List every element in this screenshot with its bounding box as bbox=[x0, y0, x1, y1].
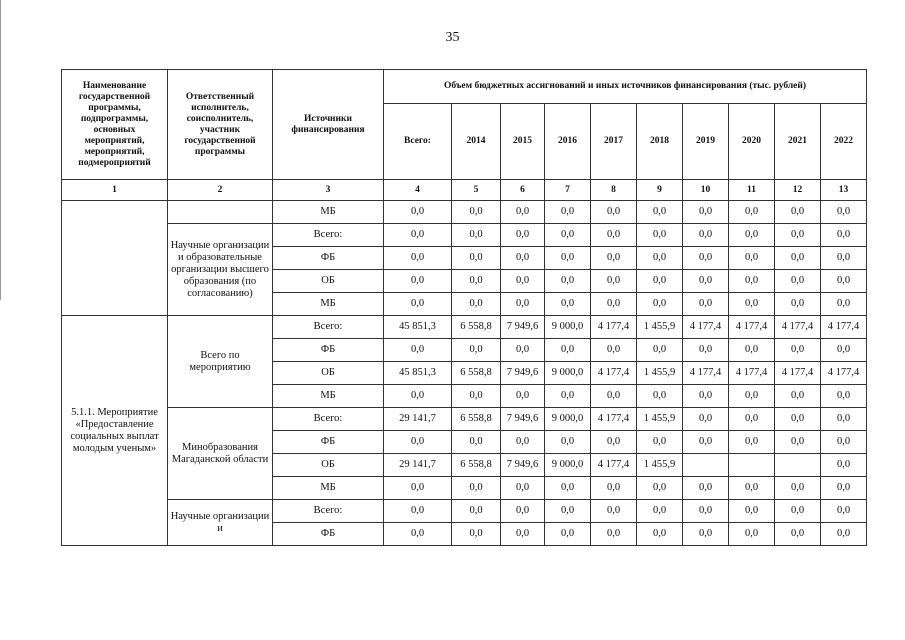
value-cell: 0,0 bbox=[637, 339, 683, 362]
value-cell: 0,0 bbox=[384, 500, 452, 523]
value-cell: 0,0 bbox=[729, 408, 775, 431]
header-year: 2020 bbox=[729, 104, 775, 180]
page-number: 35 bbox=[445, 30, 460, 45]
header-year: 2022 bbox=[821, 104, 867, 180]
value-cell: 0,0 bbox=[637, 500, 683, 523]
value-cell: 0,0 bbox=[591, 523, 637, 546]
header-program: Наименование государственной программы, подпрограммы, основных мероприятий, мероприятий, подмероприятий bbox=[62, 70, 168, 180]
header-year: 2014 bbox=[452, 104, 501, 180]
value-cell: 9 000,0 bbox=[545, 454, 591, 477]
header-total: Всего: bbox=[384, 104, 452, 180]
value-cell: 7 949,6 bbox=[501, 454, 545, 477]
value-cell: 0,0 bbox=[637, 477, 683, 500]
header-source: Источники финансирования bbox=[273, 70, 384, 180]
source-cell: ОБ bbox=[273, 362, 384, 385]
value-cell: 0,0 bbox=[452, 523, 501, 546]
value-cell: 7 949,6 bbox=[501, 316, 545, 339]
value-cell: 6 558,8 bbox=[452, 454, 501, 477]
value-cell: 0,0 bbox=[384, 339, 452, 362]
source-cell: ФБ bbox=[273, 523, 384, 546]
source-cell: ФБ bbox=[273, 247, 384, 270]
value-cell: 0,0 bbox=[775, 431, 821, 454]
value-cell: 0,0 bbox=[501, 477, 545, 500]
value-cell: 0,0 bbox=[452, 431, 501, 454]
header-year: 2021 bbox=[775, 104, 821, 180]
value-cell: 0,0 bbox=[683, 431, 729, 454]
value-cell: 0,0 bbox=[683, 293, 729, 316]
value-cell: 0,0 bbox=[384, 270, 452, 293]
header-year: 2017 bbox=[591, 104, 637, 180]
value-cell: 1 455,9 bbox=[637, 316, 683, 339]
value-cell: 0,0 bbox=[384, 385, 452, 408]
value-cell: 7 949,6 bbox=[501, 362, 545, 385]
column-number: 3 bbox=[273, 180, 384, 201]
value-cell: 0,0 bbox=[501, 224, 545, 247]
table-row bbox=[62, 224, 867, 247]
program-cell-empty bbox=[62, 201, 168, 316]
value-cell: 0,0 bbox=[545, 339, 591, 362]
value-cell: 4 177,4 bbox=[683, 316, 729, 339]
value-cell: 0,0 bbox=[452, 270, 501, 293]
value-cell: 0,0 bbox=[729, 523, 775, 546]
column-number-row bbox=[62, 180, 867, 201]
value-cell: 0,0 bbox=[591, 247, 637, 270]
source-cell: Всего: bbox=[273, 500, 384, 523]
value-cell bbox=[775, 454, 821, 477]
column-number: 13 bbox=[821, 180, 867, 201]
value-cell: 0,0 bbox=[821, 408, 867, 431]
value-cell: 0,0 bbox=[683, 270, 729, 293]
value-cell bbox=[729, 454, 775, 477]
value-cell: 0,0 bbox=[821, 339, 867, 362]
value-cell: 0,0 bbox=[452, 293, 501, 316]
source-cell: ФБ bbox=[273, 431, 384, 454]
value-cell: 9 000,0 bbox=[545, 316, 591, 339]
value-cell: 0,0 bbox=[545, 293, 591, 316]
value-cell: 4 177,4 bbox=[821, 316, 867, 339]
value-cell: 0,0 bbox=[729, 293, 775, 316]
value-cell: 0,0 bbox=[545, 431, 591, 454]
value-cell: 0,0 bbox=[775, 500, 821, 523]
value-cell: 9 000,0 bbox=[545, 362, 591, 385]
column-number: 7 bbox=[545, 180, 591, 201]
value-cell: 0,0 bbox=[683, 385, 729, 408]
value-cell: 0,0 bbox=[452, 201, 501, 224]
value-cell: 4 177,4 bbox=[591, 362, 637, 385]
source-cell: МБ bbox=[273, 293, 384, 316]
header-year: 2019 bbox=[683, 104, 729, 180]
value-cell: 0,0 bbox=[775, 408, 821, 431]
value-cell: 0,0 bbox=[384, 293, 452, 316]
value-cell: 0,0 bbox=[384, 477, 452, 500]
value-cell: 0,0 bbox=[591, 224, 637, 247]
value-cell: 0,0 bbox=[591, 385, 637, 408]
value-cell: 0,0 bbox=[501, 247, 545, 270]
source-cell: ОБ bbox=[273, 454, 384, 477]
value-cell: 0,0 bbox=[452, 385, 501, 408]
value-cell: 0,0 bbox=[683, 224, 729, 247]
value-cell: 0,0 bbox=[775, 270, 821, 293]
value-cell: 0,0 bbox=[637, 293, 683, 316]
value-cell: 0,0 bbox=[821, 500, 867, 523]
value-cell: 4 177,4 bbox=[729, 362, 775, 385]
value-cell: 0,0 bbox=[821, 293, 867, 316]
executor-cell-empty bbox=[168, 201, 273, 224]
value-cell: 0,0 bbox=[591, 270, 637, 293]
source-cell: МБ bbox=[273, 201, 384, 224]
value-cell: 0,0 bbox=[683, 408, 729, 431]
value-cell: 0,0 bbox=[501, 385, 545, 408]
value-cell: 0,0 bbox=[775, 523, 821, 546]
value-cell: 0,0 bbox=[683, 477, 729, 500]
value-cell: 0,0 bbox=[821, 454, 867, 477]
value-cell: 0,0 bbox=[683, 500, 729, 523]
value-cell: 0,0 bbox=[775, 477, 821, 500]
value-cell: 0,0 bbox=[545, 224, 591, 247]
executor-cell: Минобразования Магаданской области bbox=[168, 408, 273, 500]
value-cell: 0,0 bbox=[545, 247, 591, 270]
value-cell: 9 000,0 bbox=[545, 408, 591, 431]
value-cell: 0,0 bbox=[591, 477, 637, 500]
value-cell: 0,0 bbox=[729, 385, 775, 408]
value-cell: 0,0 bbox=[821, 270, 867, 293]
source-cell: Всего: bbox=[273, 408, 384, 431]
value-cell: 0,0 bbox=[637, 247, 683, 270]
financing-table bbox=[61, 69, 867, 546]
value-cell: 0,0 bbox=[637, 201, 683, 224]
value-cell: 0,0 bbox=[501, 270, 545, 293]
value-cell: 0,0 bbox=[452, 339, 501, 362]
header-executor: Ответственный исполнитель, соисполнитель, участник государственной программы bbox=[168, 70, 273, 180]
table-row bbox=[62, 500, 867, 523]
value-cell: 29 141,7 bbox=[384, 408, 452, 431]
value-cell: 0,0 bbox=[591, 500, 637, 523]
column-number: 10 bbox=[683, 180, 729, 201]
value-cell: 1 455,9 bbox=[637, 362, 683, 385]
source-cell: ФБ bbox=[273, 339, 384, 362]
value-cell: 0,0 bbox=[501, 500, 545, 523]
value-cell: 0,0 bbox=[545, 201, 591, 224]
value-cell: 0,0 bbox=[591, 201, 637, 224]
value-cell: 0,0 bbox=[637, 523, 683, 546]
value-cell: 0,0 bbox=[545, 523, 591, 546]
value-cell: 0,0 bbox=[775, 339, 821, 362]
value-cell: 0,0 bbox=[683, 201, 729, 224]
value-cell: 0,0 bbox=[683, 247, 729, 270]
value-cell: 0,0 bbox=[384, 224, 452, 247]
value-cell: 0,0 bbox=[775, 385, 821, 408]
header-year: 2018 bbox=[637, 104, 683, 180]
value-cell: 0,0 bbox=[637, 224, 683, 247]
executor-cell: Научные организации и bbox=[168, 500, 273, 546]
value-cell: 4 177,4 bbox=[591, 408, 637, 431]
value-cell: 0,0 bbox=[452, 247, 501, 270]
value-cell: 0,0 bbox=[452, 224, 501, 247]
value-cell: 0,0 bbox=[729, 201, 775, 224]
source-cell: ОБ bbox=[273, 270, 384, 293]
value-cell bbox=[683, 454, 729, 477]
value-cell: 0,0 bbox=[591, 293, 637, 316]
value-cell: 4 177,4 bbox=[775, 362, 821, 385]
value-cell: 0,0 bbox=[384, 247, 452, 270]
value-cell: 0,0 bbox=[545, 385, 591, 408]
value-cell: 0,0 bbox=[729, 431, 775, 454]
value-cell: 4 177,4 bbox=[821, 362, 867, 385]
column-number: 4 bbox=[384, 180, 452, 201]
value-cell: 0,0 bbox=[821, 201, 867, 224]
value-cell: 0,0 bbox=[683, 523, 729, 546]
column-number: 2 bbox=[168, 180, 273, 201]
value-cell: 0,0 bbox=[591, 339, 637, 362]
header-year: 2015 bbox=[501, 104, 545, 180]
value-cell: 0,0 bbox=[821, 523, 867, 546]
value-cell: 0,0 bbox=[775, 247, 821, 270]
value-cell: 0,0 bbox=[501, 339, 545, 362]
value-cell: 6 558,8 bbox=[452, 362, 501, 385]
value-cell: 0,0 bbox=[384, 431, 452, 454]
value-cell: 0,0 bbox=[821, 431, 867, 454]
value-cell: 0,0 bbox=[637, 385, 683, 408]
value-cell: 0,0 bbox=[775, 293, 821, 316]
value-cell: 4 177,4 bbox=[591, 316, 637, 339]
source-cell: Всего: bbox=[273, 224, 384, 247]
value-cell: 1 455,9 bbox=[637, 408, 683, 431]
value-cell: 0,0 bbox=[545, 270, 591, 293]
executor-cell: Всего по мероприятию bbox=[168, 316, 273, 408]
value-cell: 0,0 bbox=[821, 224, 867, 247]
value-cell: 0,0 bbox=[729, 339, 775, 362]
value-cell: 6 558,8 bbox=[452, 408, 501, 431]
value-cell: 0,0 bbox=[384, 201, 452, 224]
value-cell: 0,0 bbox=[501, 431, 545, 454]
value-cell: 0,0 bbox=[729, 224, 775, 247]
column-number: 8 bbox=[591, 180, 637, 201]
value-cell: 0,0 bbox=[501, 293, 545, 316]
column-number: 6 bbox=[501, 180, 545, 201]
value-cell: 0,0 bbox=[591, 431, 637, 454]
source-cell: МБ bbox=[273, 385, 384, 408]
column-number: 11 bbox=[729, 180, 775, 201]
value-cell: 0,0 bbox=[545, 500, 591, 523]
value-cell: 0,0 bbox=[384, 523, 452, 546]
value-cell: 4 177,4 bbox=[775, 316, 821, 339]
value-cell: 0,0 bbox=[501, 523, 545, 546]
table-row bbox=[62, 201, 867, 224]
value-cell: 4 177,4 bbox=[729, 316, 775, 339]
column-number: 1 bbox=[62, 180, 168, 201]
measure-name-cell: 5.1.1. Мероприятие «Предоставление социальных выплат молодым ученым» bbox=[62, 316, 168, 546]
value-cell: 0,0 bbox=[729, 477, 775, 500]
value-cell: 45 851,3 bbox=[384, 316, 452, 339]
value-cell: 0,0 bbox=[729, 500, 775, 523]
value-cell: 0,0 bbox=[637, 431, 683, 454]
value-cell: 0,0 bbox=[821, 477, 867, 500]
source-cell: Всего: bbox=[273, 316, 384, 339]
column-number: 9 bbox=[637, 180, 683, 201]
value-cell: 29 141,7 bbox=[384, 454, 452, 477]
value-cell: 0,0 bbox=[821, 247, 867, 270]
value-cell: 0,0 bbox=[452, 500, 501, 523]
value-cell: 0,0 bbox=[452, 477, 501, 500]
value-cell: 0,0 bbox=[775, 224, 821, 247]
value-cell: 0,0 bbox=[821, 385, 867, 408]
value-cell: 0,0 bbox=[501, 201, 545, 224]
value-cell: 0,0 bbox=[729, 270, 775, 293]
value-cell: 1 455,9 bbox=[637, 454, 683, 477]
column-number: 5 bbox=[452, 180, 501, 201]
value-cell: 0,0 bbox=[683, 339, 729, 362]
executor-cell: Научные организации и образовательные организации высшего образования (по согласованию) bbox=[168, 224, 273, 316]
value-cell: 0,0 bbox=[775, 201, 821, 224]
table-row bbox=[62, 408, 867, 431]
value-cell: 45 851,3 bbox=[384, 362, 452, 385]
value-cell: 6 558,8 bbox=[452, 316, 501, 339]
value-cell: 0,0 bbox=[729, 247, 775, 270]
column-number: 12 bbox=[775, 180, 821, 201]
header-year: 2016 bbox=[545, 104, 591, 180]
header-volume: Объем бюджетных ассигнований и иных источников финансирования (тыс. рублей) bbox=[384, 70, 867, 104]
value-cell: 0,0 bbox=[545, 477, 591, 500]
value-cell: 4 177,4 bbox=[683, 362, 729, 385]
value-cell: 0,0 bbox=[637, 270, 683, 293]
value-cell: 7 949,6 bbox=[501, 408, 545, 431]
source-cell: МБ bbox=[273, 477, 384, 500]
value-cell: 4 177,4 bbox=[591, 454, 637, 477]
table-row bbox=[62, 316, 867, 339]
